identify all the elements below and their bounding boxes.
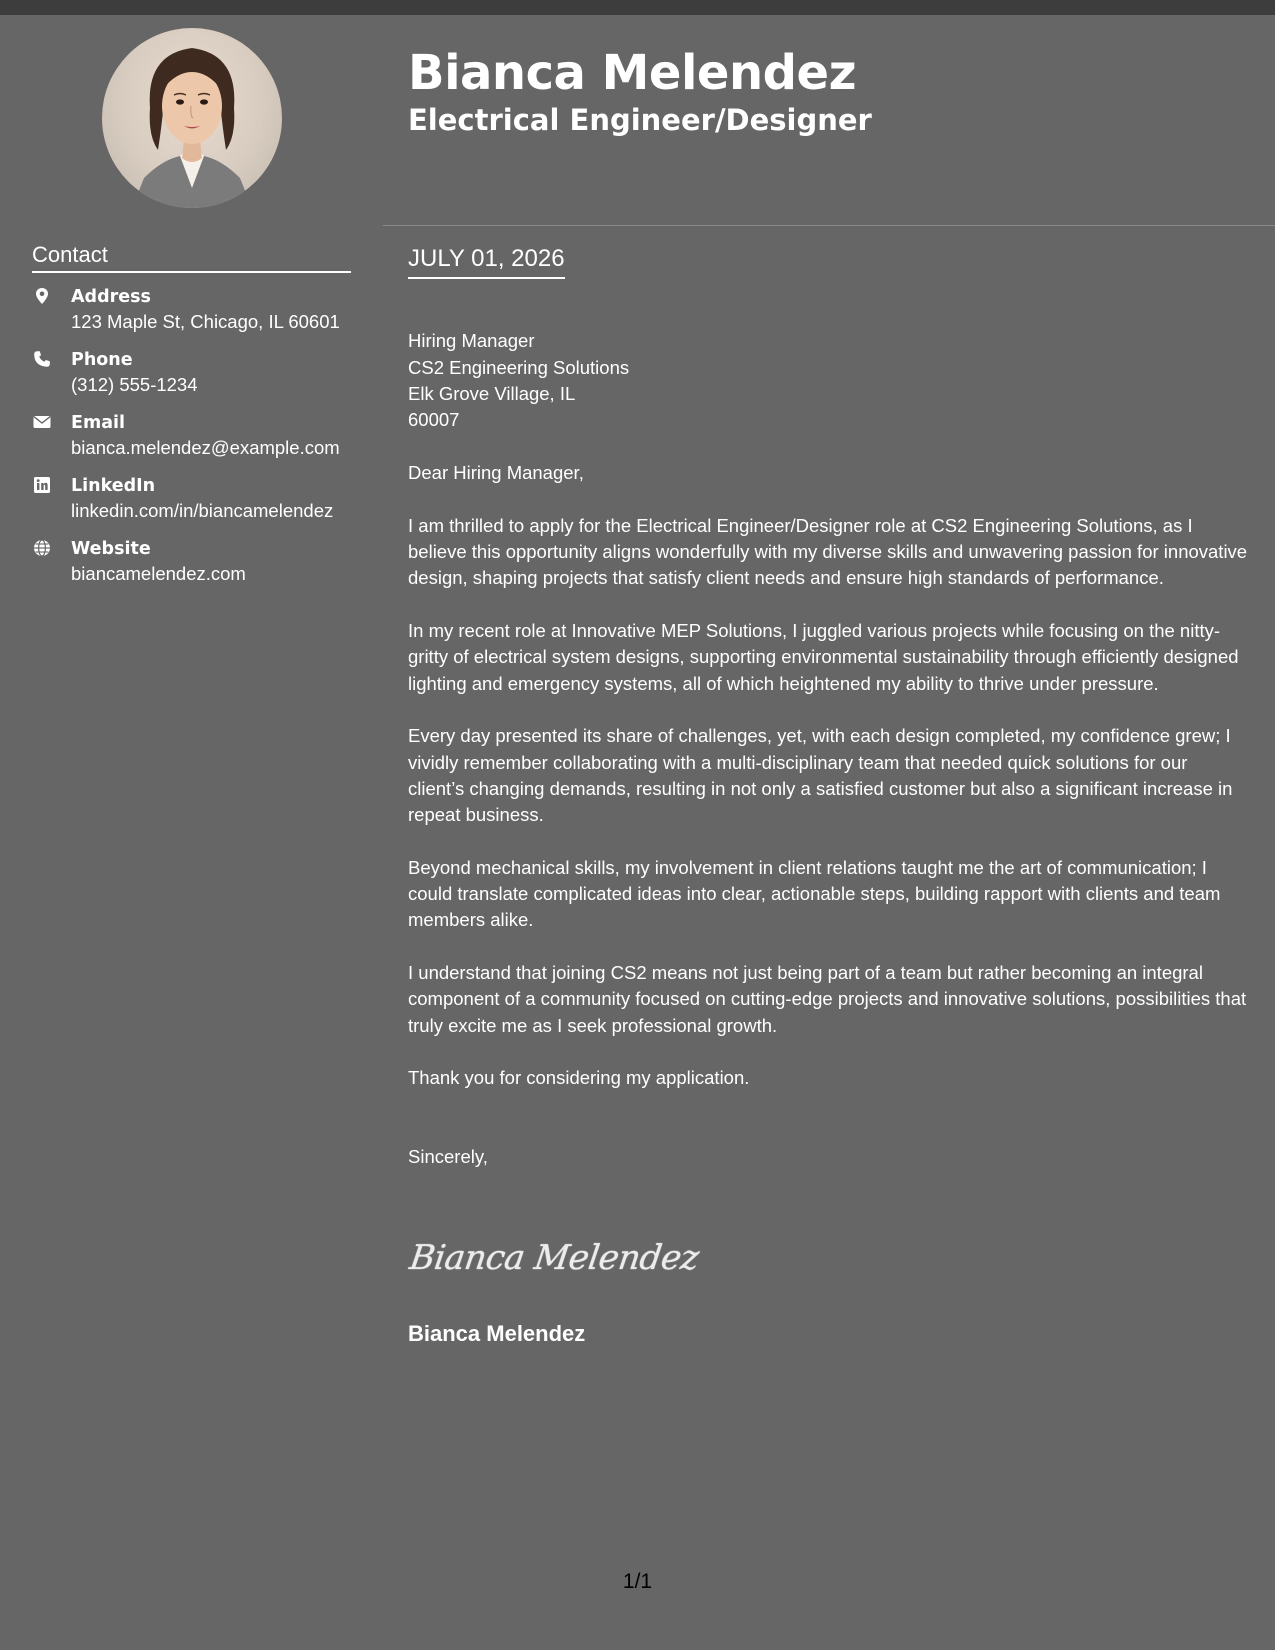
- linkedin-value: linkedin.com/in/biancamelendez: [71, 500, 334, 521]
- address-value: 123 Maple St, Chicago, IL 60601: [71, 311, 340, 332]
- body-paragraph: I understand that joining CS2 means not just being part of a team but rather becoming an integral component of a community focused on cutting-edge projects and innovative solutions, possibilities that truly excite me as I seek professional growth.: [408, 962, 1247, 1036]
- applicant-role: Electrical Engineer/Designer: [408, 103, 872, 137]
- profile-photo: [102, 28, 282, 208]
- contact-label: LinkedIn: [71, 476, 156, 496]
- recipient-line: Hiring Manager: [408, 330, 535, 352]
- recipient-line: Elk Grove Village, IL: [408, 382, 576, 404]
- letter-body: [408, 302, 1248, 1196]
- contact-label: Website: [71, 539, 151, 559]
- recipient-line: CS2 Engineering Solutions: [408, 356, 630, 378]
- website-value: biancamelendez.com: [71, 563, 246, 584]
- body-paragraph: Thank you for considering my application.: [408, 1067, 750, 1089]
- applicant-name: Bianca Melendez: [408, 45, 857, 101]
- contact-item-linkedin: [32, 473, 362, 536]
- body-paragraph: Every day presented its share of challenges, yet, with each design completed, my confidence grew; I vividly remember collaborating with a multi-disciplinary team that needed quick solutions for our client’s changing demands, resulting in not only a satisfied customer but also a significant increase in repeat business.: [408, 725, 1233, 826]
- body-paragraph: Beyond mechanical skills, my involvement in client relations taught me the art of communication; I could translate complicated ideas into clear, actionable steps, building rapport with clients and team members alike.: [408, 856, 1221, 931]
- handwritten-signature: Bianca Melendez: [407, 1238, 702, 1278]
- envelope-icon: [33, 413, 51, 431]
- contact-item-phone: [32, 347, 362, 410]
- body-paragraph: In my recent role at Innovative MEP Solutions, I juggled various projects while focusing on the nitty-gritty of electrical system designs, supporting environmental sustainability through efficiently designed lighting and emergency systems, all of which heightened my ability to thrive under pressure.: [408, 619, 1239, 694]
- salutation: Dear Hiring Manager,: [408, 461, 584, 483]
- contact-heading: Contact: [32, 240, 351, 273]
- linkedin-icon: [33, 476, 51, 494]
- closing: Sincerely,: [408, 1145, 488, 1167]
- header-divider: [383, 225, 1275, 226]
- phone-value: (312) 555-1234: [71, 374, 198, 395]
- phone-icon: [33, 350, 51, 368]
- letter-date: JULY 01, 2026: [408, 244, 565, 279]
- contact-item-address: [32, 284, 362, 347]
- contact-item-website: [32, 536, 362, 599]
- contact-item-email: [32, 410, 362, 473]
- globe-icon: [33, 539, 51, 557]
- email-value: bianca.melendez@example.com: [71, 437, 340, 458]
- map-pin-icon: [33, 287, 51, 305]
- contact-label: Email: [71, 413, 125, 433]
- page-number: 1/1: [622, 1570, 653, 1593]
- top-bar: [0, 0, 1275, 15]
- body-paragraph: I am thrilled to apply for the Electrical Engineer/Designer role at CS2 Engineering Solutions, as I believe this opportunity aligns wonderfully with my diverse skills and unwavering passion for innovative design, shaping projects that satisfy client needs and ensure high standards of performance.: [408, 514, 1248, 589]
- signed-name: Bianca Melendez: [408, 1321, 586, 1346]
- recipient-line: 60007: [408, 409, 460, 431]
- contact-label: Address: [71, 287, 151, 307]
- contact-list: [32, 284, 362, 599]
- contact-label: Phone: [71, 350, 133, 370]
- portrait-illustration: [102, 28, 282, 208]
